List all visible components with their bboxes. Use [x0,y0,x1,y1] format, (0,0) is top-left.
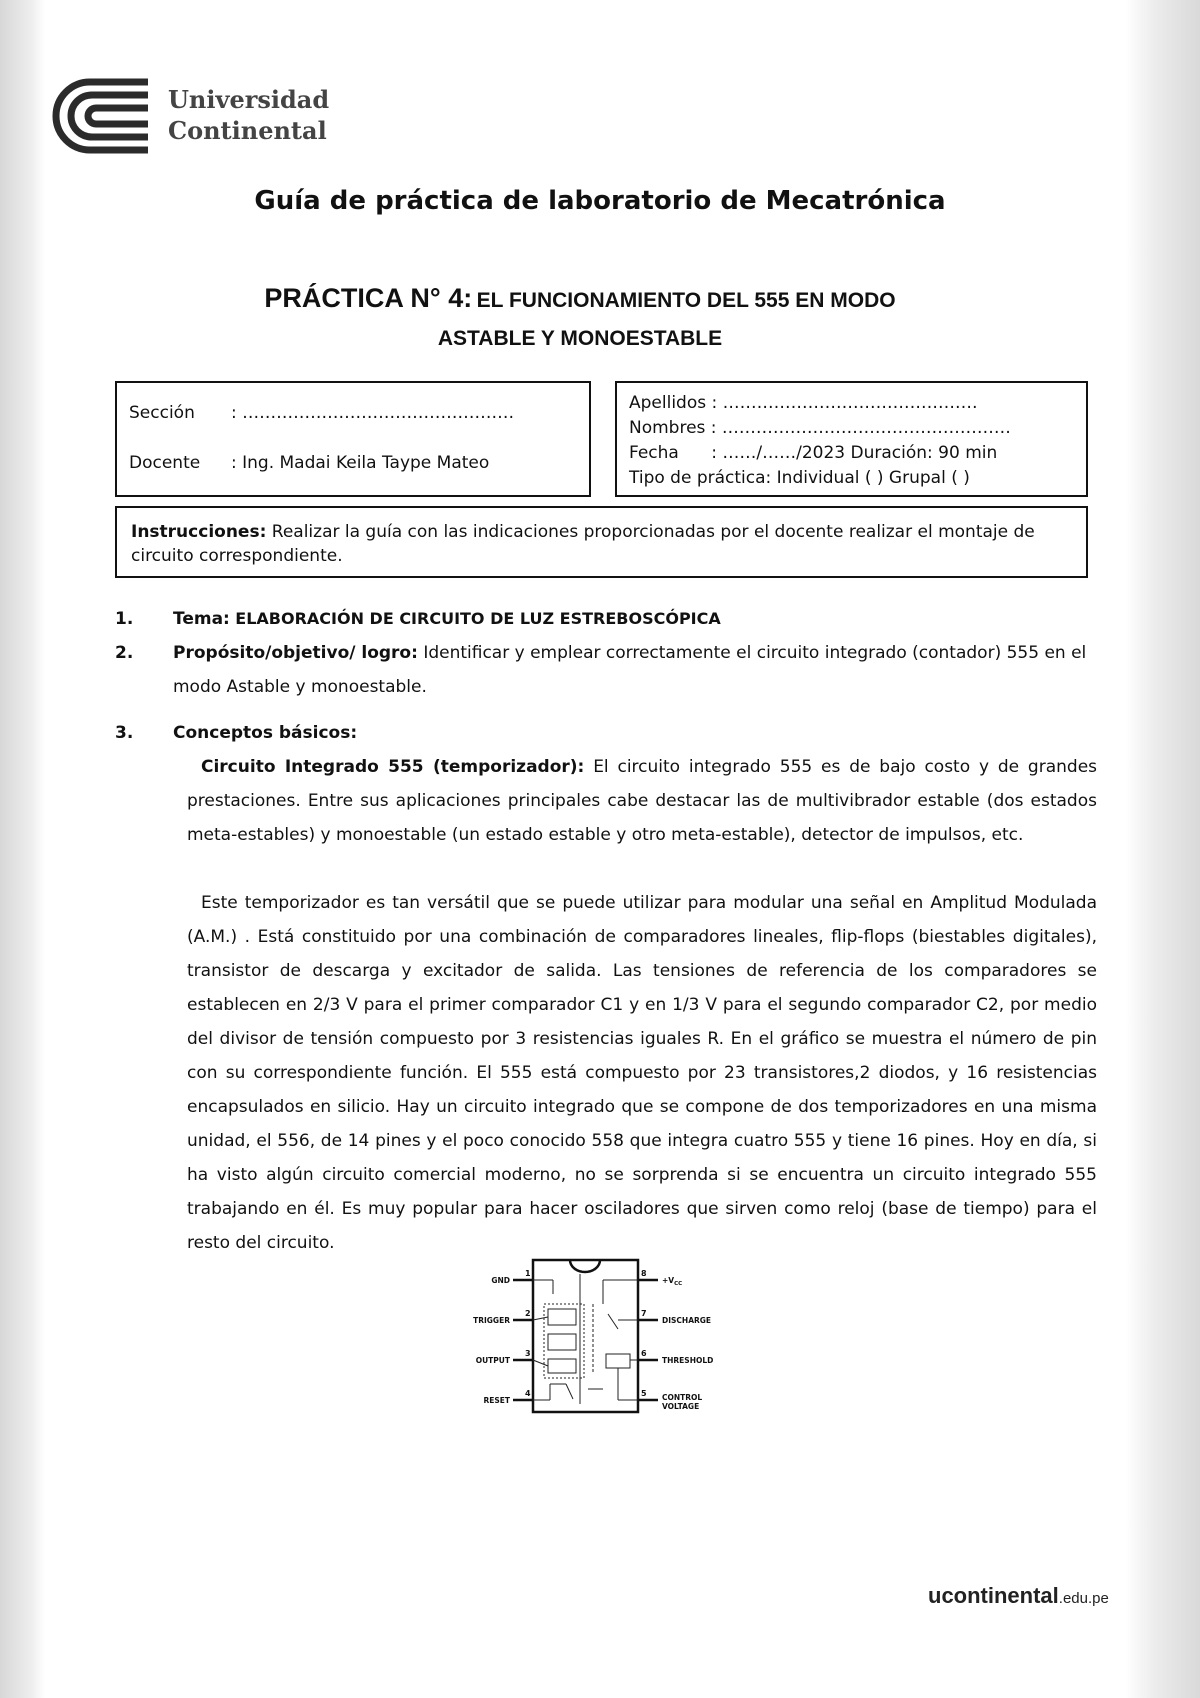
logo-mark-icon [50,78,160,154]
page-shadow-right [1125,0,1200,1698]
document-title: Guía de práctica de laboratorio de Mecatrónica [254,186,946,216]
nombres-field: Nombres : …………………………………………… [629,418,1011,438]
pin-discharge-label: DISCHARGE [662,1316,712,1325]
seccion-field [129,403,514,423]
section-label: Propósito/objetivo/ logro: [173,643,418,663]
docente-value: : Ing. Madai Keila Taype Mateo [231,453,490,473]
footer-brand-suffix: .edu.pe [1058,1590,1109,1607]
seccion-label: Sección [129,403,195,423]
logo-line-2: Continental [168,116,327,145]
section-text: Identificar y emplear correctamente el circuito integrado (contador) 555 en el modo Astable y monoestable. [173,643,1087,697]
ic-555-pinout-diagram [473,1254,728,1418]
apellidos-field: Apellidos : ……………………………………… [629,393,978,413]
section-label: Tema: [173,609,230,629]
pin-5-number: 5 [641,1389,647,1398]
concept-text-1: El circuito integrado 555 es de bajo costo y de grandes prestaciones. Entre sus aplicaciones principales cabe destacar las de multivibrador estable (dos estados meta-estables) y monoestable (un estado estable y otro meta-estable), detector de impulsos, etc. [187,757,1098,845]
student-info-box-left [115,381,591,497]
seccion-value: : ………………………………………… [231,403,515,423]
pin-reset-label: RESET [483,1396,510,1405]
student-info-box-right [615,381,1088,497]
pin-gnd-label: GND [491,1276,510,1285]
logo-text [168,84,329,146]
section-label: Conceptos básicos: [173,723,358,743]
pin-2-number: 2 [525,1309,531,1318]
pin-control-label: CONTROL [662,1393,703,1402]
practice-title-line-2: ASTABLE Y MONOESTABLE [437,327,723,350]
section-number: 3. [115,723,134,743]
practice-title-line-1: EL FUNCIONAMIENTO DEL 555 EN MODO [476,289,896,312]
logo-line-1: Universidad [168,85,330,114]
instructions-text [131,520,1072,568]
pin-3-number: 3 [525,1349,531,1358]
pin-trigger-label: TRIGGER [473,1316,510,1325]
fecha-field: Fecha : ……/……/2023 Duración: 90 min [629,443,998,463]
docente-label: Docente [129,453,201,473]
section-number: 1. [115,609,134,629]
tipo-practica-field: Tipo de práctica: Individual ( ) Grupal ( ) [629,468,970,488]
page-shadow-left [0,0,45,1698]
pin-threshold-label: THRESHOLD [662,1356,714,1365]
section-number: 2. [115,643,134,663]
footer-brand-name: ucontinental [928,1583,1059,1608]
docente-field [129,453,489,473]
concept-paragraph-1 [187,750,1097,852]
section-text: ELABORACIÓN DE CIRCUITO DE LUZ ESTREBOSCÓPICA [235,609,721,628]
practice-title [200,280,960,357]
ic-body [533,1260,638,1412]
pin-output-label: OUTPUT [475,1356,510,1365]
pin-1-number: 1 [525,1269,531,1278]
pin-vcc-label: $+V_{CC}$ [662,1276,683,1287]
pin-7-number: 7 [641,1309,647,1318]
concept-paragraph-2: Este temporizador es tan versátil que se puede utilizar para modular una señal en Amplitud Modulada (A.M.) . Está constituido por una combinación de comparadores lineales, flip-flops (biestables digitales), transistor de descarga y excitador de salida. Las tensiones de referencia de los comparadores se establecen en 2/3 V para el primer comparador C1 y en 1/3 V para el segundo comparador C2, por medio del divisor de tensión compuesto por 3 resistencias iguales R. En el gráfico se muestra el número de pin con su correspondiente función. El 555 está compuesto por 23 transistores,2 diodos, y 16 resistencias encapsulados en silicio. Hay un circuito integrado que se compone de dos temporizadores en una misma unidad, el 556, de 14 pines y el poco conocido 558 que integra cuatro 555 y tiene 16 pines. Hoy en día, si ha visto algún circuito comercial moderno, no se sorprenda si se encuentra un circuito integrado 555 trabajando en él. Es muy popular para hacer osciladores que sirven como reloj (base de tiempo) para el resto del circuito. [187,893,1097,1253]
pin-4-number: 4 [525,1389,531,1398]
concept-label: Circuito Integrado 555 (temporizador): [201,757,585,777]
pin-voltage-label: VOLTAGE [662,1402,700,1411]
footer-brand [928,1583,1109,1609]
instructions-body: Realizar la guía con las indicaciones proporcionadas por el docente realizar el montaje de circuito correspondiente. [131,522,1035,566]
university-logo [50,78,330,154]
practice-number: PRÁCTICA N° 4: [264,283,473,313]
pin-6-number: 6 [641,1349,647,1358]
instructions-label: Instrucciones: [131,522,267,542]
pin-8-number: 8 [641,1269,647,1278]
instructions-box [115,506,1088,578]
